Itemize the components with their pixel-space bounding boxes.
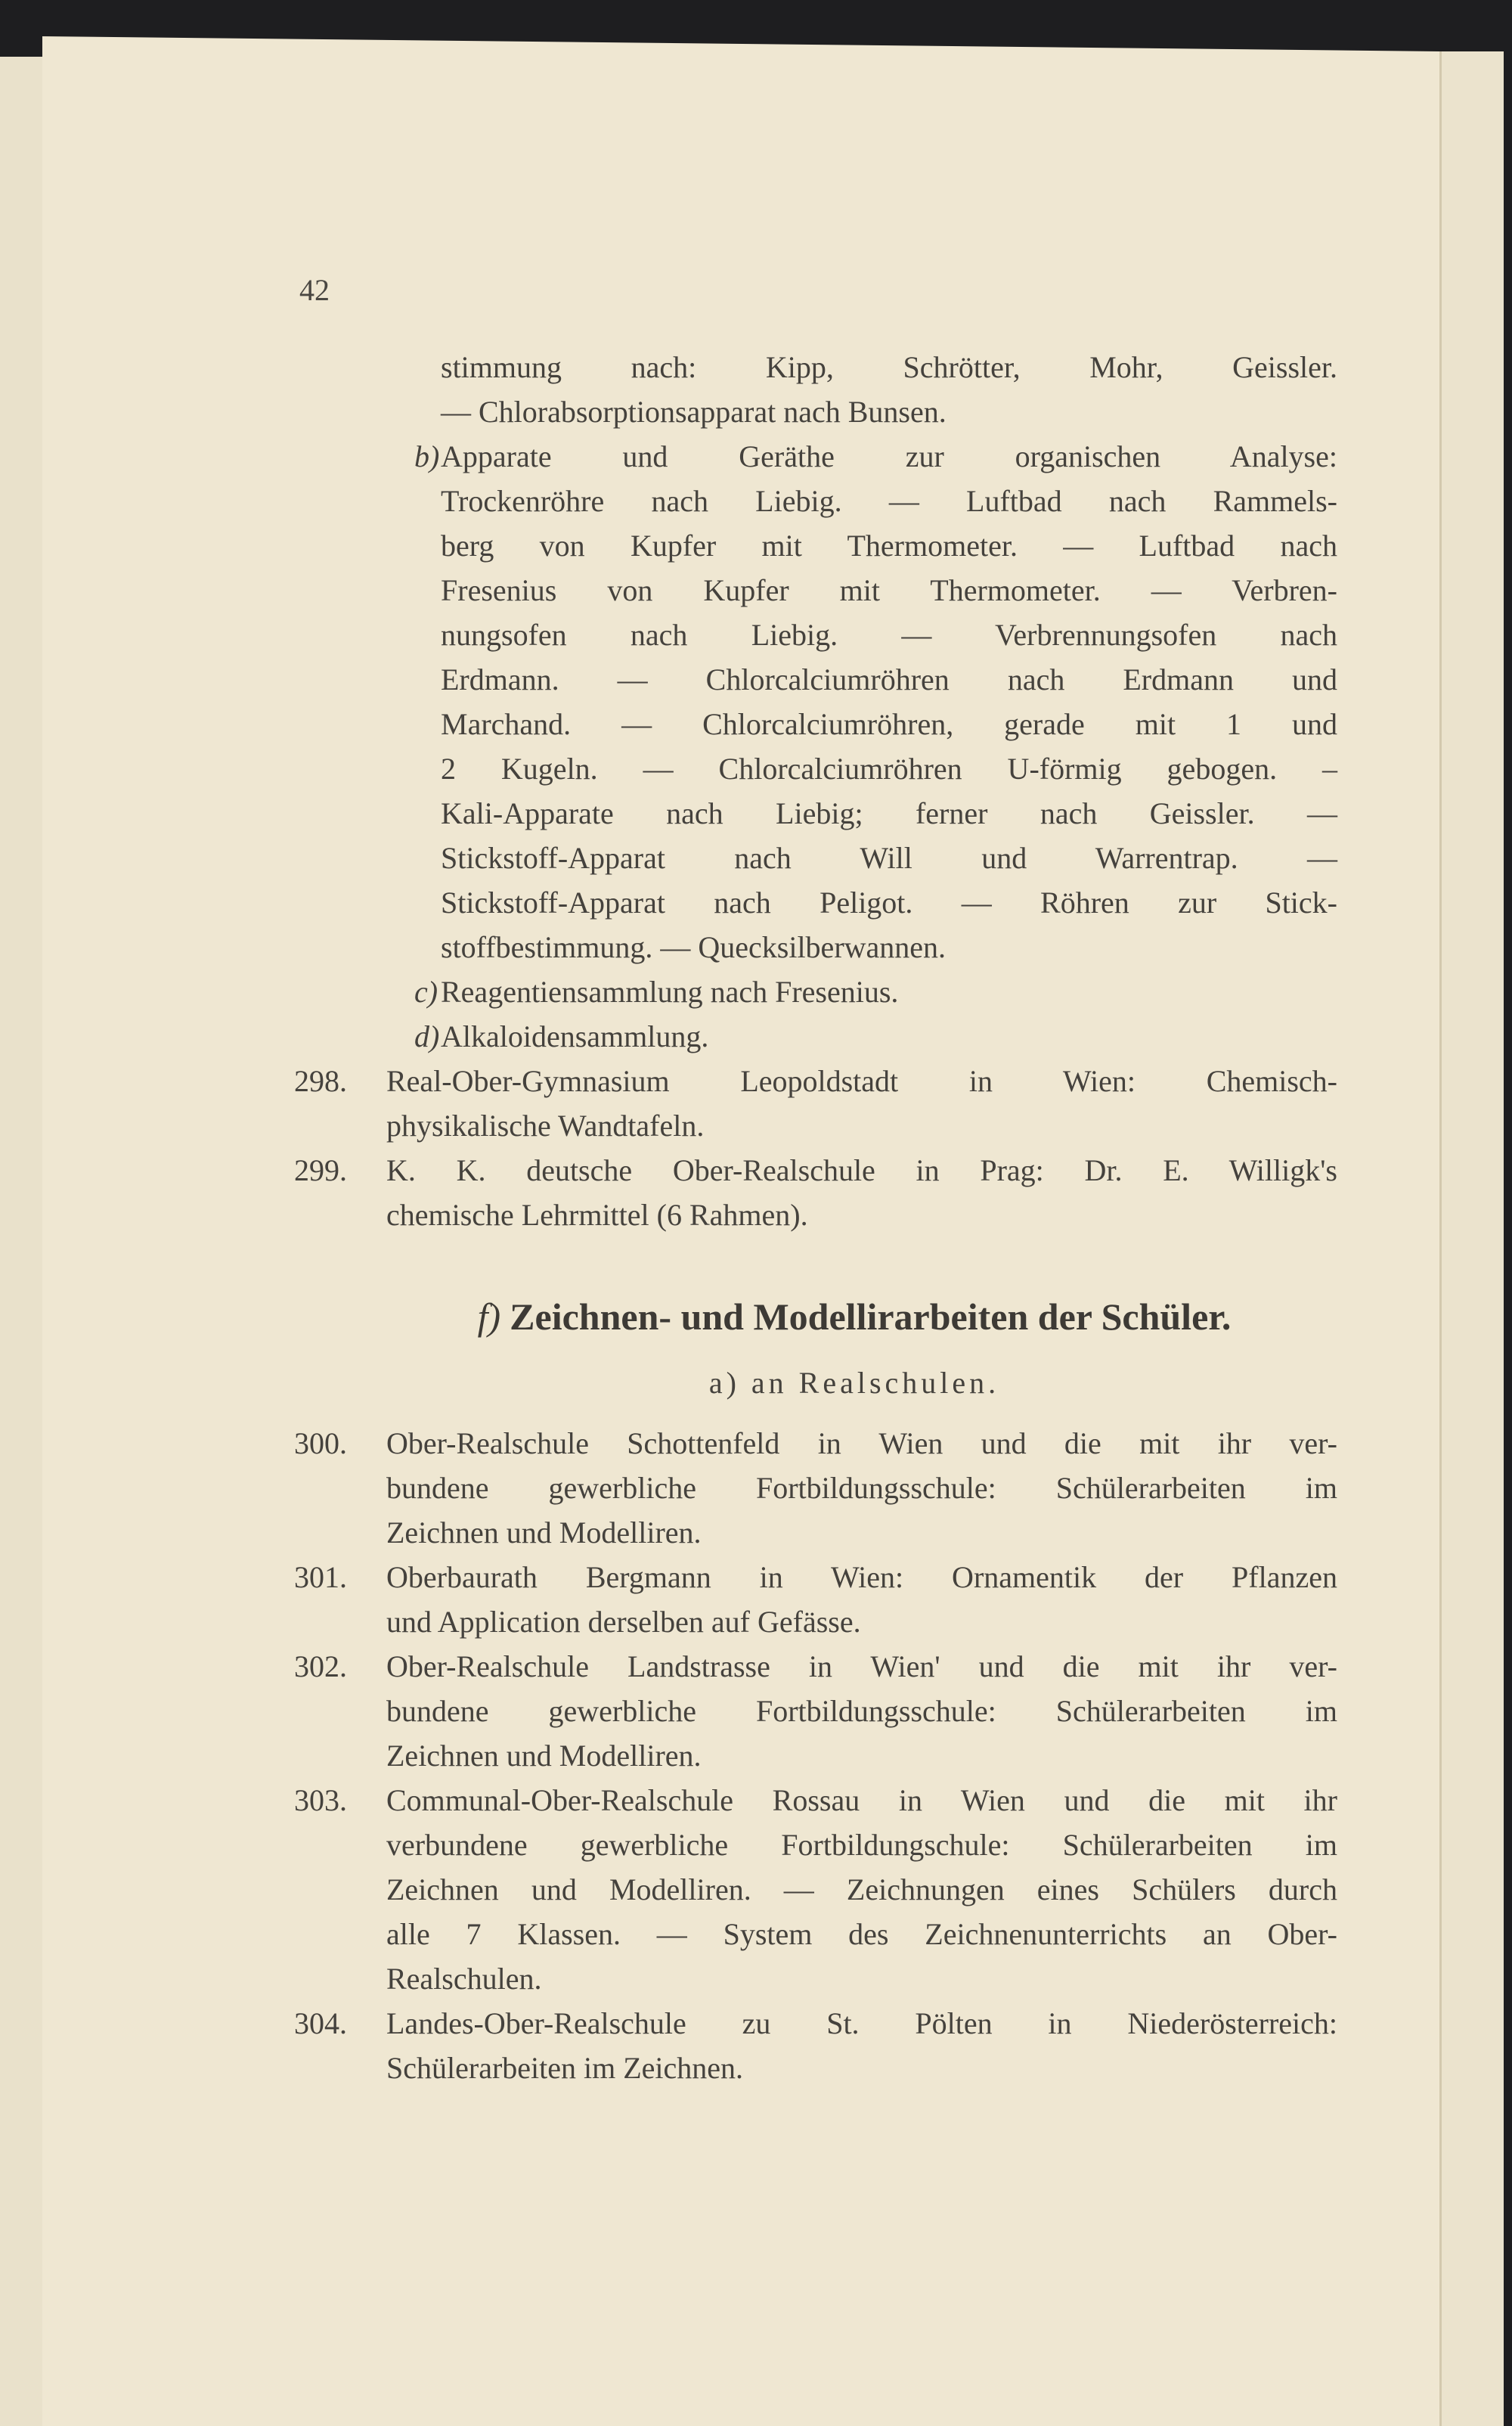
item-label: d) — [414, 1019, 440, 1053]
text-line: Landes-Ober-Realschule zu St. Pölten in Niederösterreich: — [386, 2006, 1337, 2040]
text-line: bundene gewerbliche Fortbildungsschule: Schülerarbeiten im — [386, 1471, 1337, 1505]
subheading: a) an Realschulen. — [708, 1366, 1000, 1400]
text-line: Zeichnen und Modelliren. — [386, 1515, 702, 1550]
entry-number: 300. — [294, 1426, 347, 1460]
text-line: 2 Kugeln. — Chlorcalciumröhren U-förmig gebogen. – — [441, 752, 1337, 786]
text-line: Real-Ober-Gymnasium Leopoldstadt in Wien: Chemisch- — [386, 1064, 1337, 1098]
text-line: Fresenius von Kupfer mit Thermometer. — Verbren- — [441, 573, 1337, 607]
section-heading — [348, 1295, 1361, 1339]
text-line: physikalische Wandtafeln. — [386, 1109, 705, 1143]
page-number: 42 — [299, 273, 330, 307]
text-line: Zeichnen und Modelliren. — Zeichnungen eines Schülers durch — [386, 1872, 1337, 1906]
text-line: Erdmann. — Chlorcalciumröhren nach Erdmann und — [441, 662, 1337, 696]
text-line: Apparate und Geräthe zur organischen Analyse: — [441, 439, 1337, 473]
text-line: verbundene gewerbliche Fortbildungschule: Schülerarbeiten im — [386, 1828, 1337, 1862]
entry-number: 301. — [294, 1560, 347, 1594]
entry-number: 304. — [294, 2006, 347, 2040]
previous-page-edge — [0, 57, 44, 2426]
text-line: Realschulen. — [386, 1962, 542, 1996]
text-line: stoffbestimmung. — Quecksilberwannen. — [441, 930, 947, 964]
text-line: Ober-Realschule Schottenfeld in Wien und die mit ihr ver- — [386, 1426, 1337, 1460]
text-line: nungsofen nach Liebig. — Verbrennungsofen nach — [441, 618, 1337, 652]
text-line: Alkaloidensammlung. — [441, 1019, 709, 1053]
text-line: Reagentiensammlung nach Fresenius. — [441, 975, 899, 1009]
entry-number: 299. — [294, 1153, 347, 1187]
text-line: stimmung nach: Kipp, Schrötter, Mohr, Geissler. — [441, 350, 1337, 384]
text-line: berg von Kupfer mit Thermometer. — Luftbad nach — [441, 529, 1337, 563]
text-line: Trockenröhre nach Liebig. — Luftbad nach Rammels- — [441, 484, 1337, 518]
entry-number: 298. — [294, 1064, 347, 1098]
next-page-edge — [1439, 51, 1504, 2426]
text-line: bundene gewerbliche Fortbildungsschule: Schülerarbeiten im — [386, 1694, 1337, 1728]
text-line: Stickstoff-Apparat nach Peligot. — Röhren zur Stick- — [441, 886, 1337, 920]
text-line: Oberbaurath Bergmann in Wien: Ornamentik der Pflanzen — [386, 1560, 1337, 1594]
heading-prefix: f) — [477, 1295, 501, 1338]
entry-number: 302. — [294, 1649, 347, 1683]
text-line: Communal-Ober-Realschule Rossau in Wien und die mit ihr — [386, 1783, 1337, 1817]
text-line: — Chlorabsorptionsapparat nach Bunsen. — [441, 395, 947, 429]
text-line: Ober-Realschule Landstrasse in Wien' und die mit ihr ver- — [386, 1649, 1337, 1683]
text-line: K. K. deutsche Ober-Realschule in Prag: Dr. E. Willigk's — [386, 1153, 1337, 1187]
text-line: Stickstoff-Apparat nach Will und Warrentrap. — — [441, 841, 1337, 875]
text-line: chemische Lehrmittel (6 Rahmen). — [386, 1198, 808, 1232]
text-line: Schülerarbeiten im Zeichnen. — [386, 2051, 744, 2085]
item-label: c) — [414, 975, 438, 1009]
text-line: und Application derselben auf Gefässe. — [386, 1605, 861, 1639]
item-label: b) — [414, 439, 440, 473]
text-line: Marchand. — Chlorcalciumröhren, gerade mit 1 und — [441, 707, 1337, 741]
text-line: alle 7 Klassen. — System des Zeichnenunterrichts an Ober- — [386, 1917, 1337, 1951]
text-line: Kali-Apparate nach Liebig; ferner nach Geissler. — — [441, 796, 1337, 830]
text-line: Zeichnen und Modelliren. — [386, 1739, 702, 1773]
entry-number: 303. — [294, 1783, 347, 1817]
heading-text: Zeichnen- und Modellirarbeiten der Schüler. — [510, 1295, 1232, 1338]
